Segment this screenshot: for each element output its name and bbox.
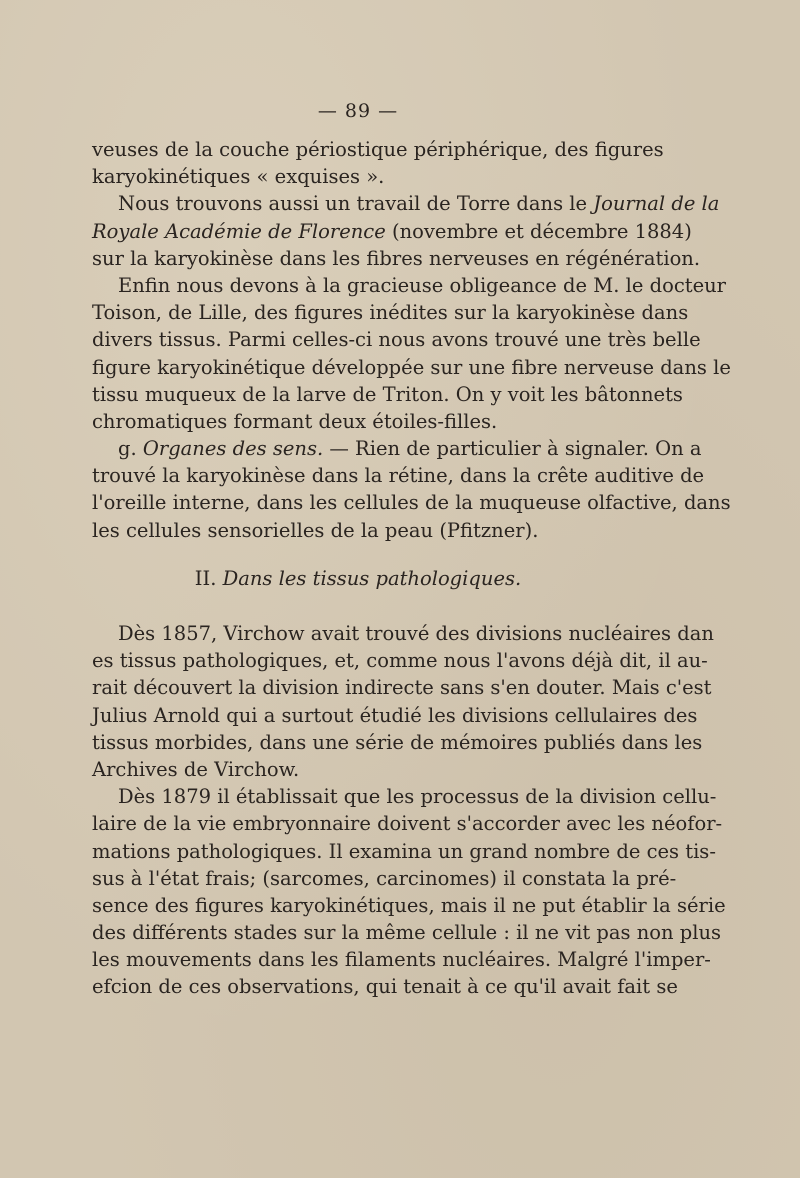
line-text: sence des figures karyokinétiques, mais il ne put établir la série (92, 893, 726, 917)
line-text: laire de la vie embryonnaire doivent s'accorder avec les néofor- (92, 812, 723, 836)
text-line (92, 973, 678, 1000)
line-text: des différents stades sur la même cellule : il ne vit pas non plus (92, 921, 722, 945)
line-text: efcion de ces observations, qui tenait à ce qu'il avait fait se (92, 975, 678, 999)
text-line (92, 408, 624, 435)
text-line (92, 620, 714, 647)
line-text: Dès 1879 il établissait que les processus de la division cellu- (118, 785, 717, 809)
line-text: mations pathologiques. Il examina un grand nombre de ces tis- (92, 839, 716, 863)
line-text: sus à l'état frais; (sarcomes, carcinomes) il constata la pré- (92, 866, 677, 890)
line-text: Julius Arnold qui a surtout étudié les divisions cellulaires des (92, 703, 698, 727)
text-line (92, 462, 705, 489)
text-line (92, 381, 683, 408)
section-heading (0, 567, 716, 590)
text-line (92, 838, 716, 865)
text-line (92, 272, 727, 299)
line-text: trouvé la karyokinèse dans la rétine, dans la crête auditive de (92, 464, 705, 488)
text-line (92, 946, 711, 973)
line-text: Enfin nous devons à la gracieuse obligeance de M. le docteur (118, 273, 727, 297)
line-text: veuses de la couche périostique périphérique, des figures (92, 138, 664, 161)
text-line (92, 892, 726, 919)
line-text: — Rien de particulier à signaler. On a (329, 437, 702, 461)
line-text: l'oreille interne, dans les cellules de la muqueuse olfactive, dans (92, 491, 731, 515)
text-line (92, 354, 731, 381)
line-text: karyokinétiques « exquises ». (92, 165, 385, 189)
text-line (92, 756, 624, 783)
text-line (92, 190, 720, 217)
text-line (92, 865, 677, 892)
body-text-bottom (92, 620, 726, 1001)
line-text: Nous trouvons aussi un travail de Torre dans le (118, 192, 588, 216)
line-text: Archives de Virchow. (92, 757, 300, 781)
text-line (92, 702, 698, 729)
text-line (92, 435, 702, 462)
line-text: figure karyokinétique développée sur une fibre nerveuse dans le (92, 355, 731, 379)
text-line (92, 810, 723, 837)
text-line (92, 729, 703, 756)
line-text: (novembre et décembre 1884) (391, 219, 692, 243)
text-line (92, 674, 712, 701)
text-line (92, 136, 664, 163)
text-line (92, 919, 722, 946)
body-text-top (92, 136, 731, 544)
text-line (92, 783, 717, 810)
text-line (92, 218, 692, 245)
line-text: les mouvements dans les filaments nucléaires. Malgré l'imper- (92, 948, 711, 972)
line-text: rait découvert la division indirecte sans s'en douter. Mais c'est (92, 676, 712, 700)
line-text: chromatiques formant deux étoiles-filles. (92, 409, 498, 433)
section-number: II. (194, 567, 217, 590)
text-line (92, 163, 624, 190)
line-text: tissu muqueux de la larve de Triton. On y voit les bâtonnets (92, 382, 683, 406)
page-number: — 89 — (317, 100, 399, 122)
line-text: les cellules sensorielles de la peau (Pfitzner). (92, 518, 539, 542)
line-text: Toison, de Lille, des figures inédites sur la karyokinèse dans (92, 301, 689, 325)
section-title: Dans les tissus pathologiques. (222, 567, 522, 590)
line-text: es tissus pathologiques, et, comme nous l'avons déjà dit, il au- (92, 649, 708, 673)
line-text: Dès 1857, Virchow avait trouvé des divisions nucléaires dan (118, 622, 714, 645)
line-text: tissus morbides, dans une série de mémoires publiés dans les (92, 730, 703, 754)
line-text: divers tissus. Parmi celles-ci nous avons trouvé une très belle (92, 328, 701, 352)
text-line (92, 647, 708, 674)
text-line (92, 245, 701, 272)
line-text: sur la karyokinèse dans les fibres nerveuses en régénération. (92, 246, 701, 270)
text-line (92, 489, 731, 516)
text-line (92, 299, 689, 326)
text-line (92, 517, 624, 544)
italic-text: Journal de la (593, 192, 720, 216)
italic-text: Royale Académie de Florence (92, 219, 386, 243)
line-text: g. (118, 437, 137, 461)
italic-text: Organes des sens. (142, 437, 324, 461)
text-line (92, 326, 701, 353)
